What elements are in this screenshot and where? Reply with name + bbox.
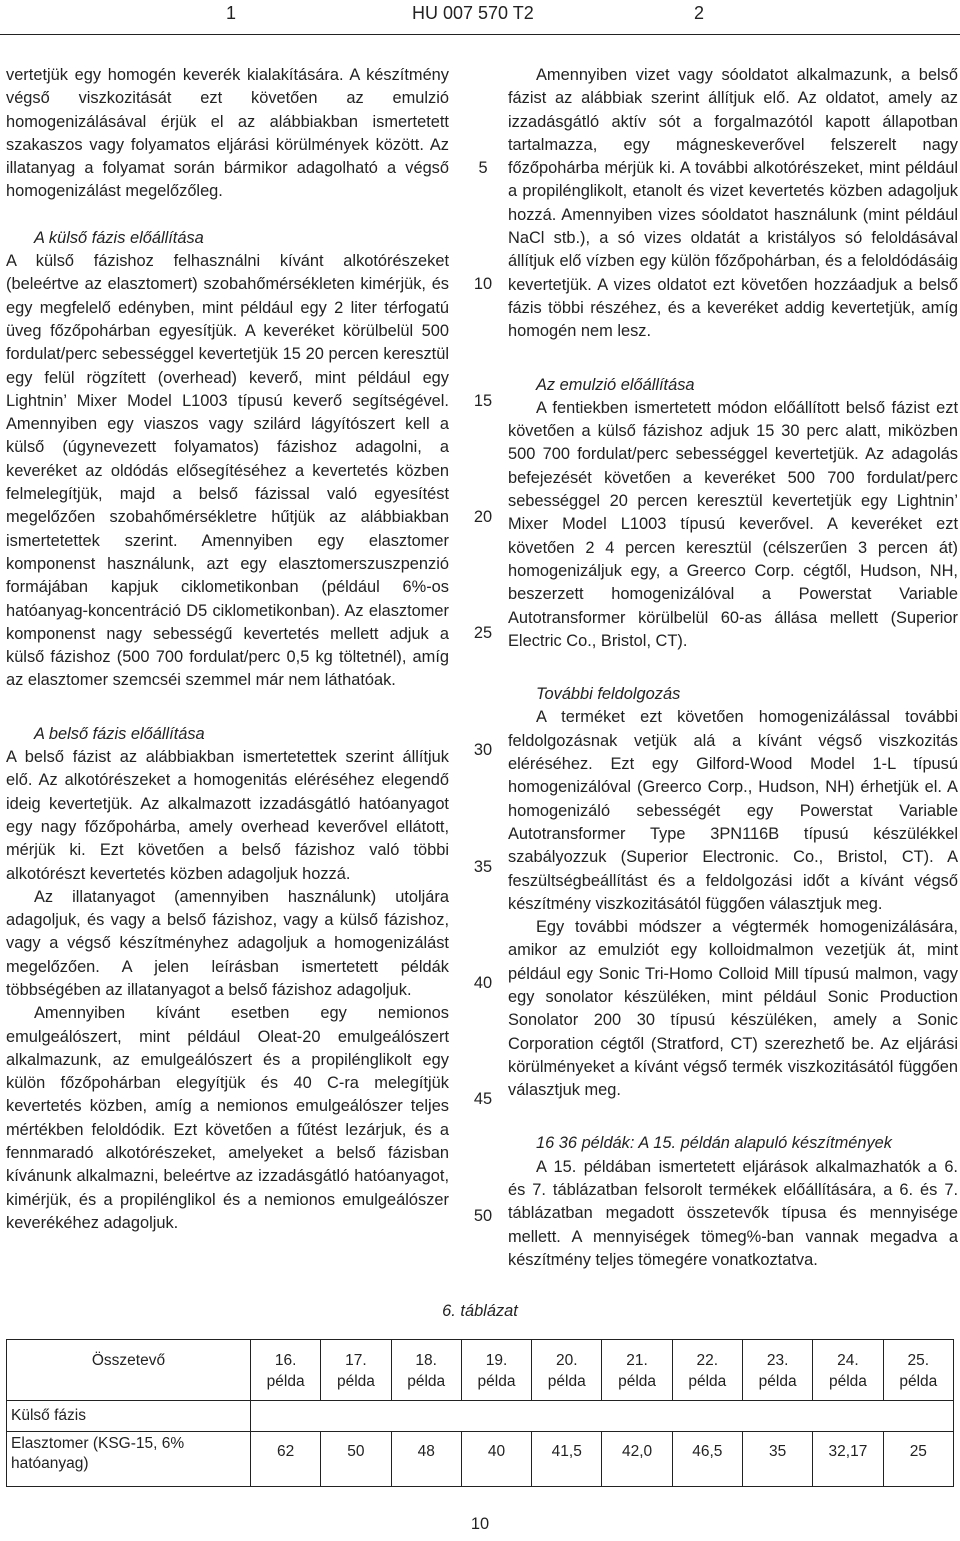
line-number: 5 xyxy=(478,159,488,177)
header-cell-example: 20. példa xyxy=(532,1340,602,1401)
header-cell-example: 22. példa xyxy=(672,1340,742,1401)
line-number: 10 xyxy=(473,275,493,293)
header-cell-example: 23. példa xyxy=(742,1340,812,1401)
line-number: 15 xyxy=(473,392,493,410)
header-cell-example: 21. példa xyxy=(602,1340,672,1401)
paragraph: Amennyiben vizet vagy sóoldatot alkalmazunk, a belső fázist az alábbiak szerint állítjuk elő. Az oldatot, amely az izzadásgátló aktív sót a forgalmazótól kapott állapotban tartalmazza, egy mágneskeverővel felszerelt nagy főzőpohárba mérjük ki. A további alkotórészeket, mint például a propilénglikolt, etanolt és vizet kevertetés közben adagoljuk hozzá. Amennyiben vizes sóoldatot használunk (mint például NaCl stb.), a só vizes oldatát a kristályos só feloldásával állítjuk elő vízben egy külön főzőpohárban, és a feloldódásáig kevertetjük. A vizes oldatot ezt követően hozzáadjuk a belső fázis többi részéhez, és a keveréket addig kevertetjük, amíg homogén nem lesz. xyxy=(508,66,958,341)
header-right-page: 2 xyxy=(694,3,705,23)
page-number: 10 xyxy=(470,1515,490,1533)
paragraph: A terméket ezt követően homogenizálással további feldolgozásnak vetjük alá a kívánt végső viszkozitás eléréséhez. Ezt egy Gilford-Wood Model 1-L típusú homogenizálóval (Greerco Corp., Hudson, NH) érhetjük el. A homogenizáló sebességét egy Powerstat Variable Autotransformer Type 3PN116B típusú készülékkel szabályozzuk (Superior Electronic. Co., Bristol, CT). A feszültségbeállítást és a feldolgozási időt a kívánt végső készítmény viszkozitásától függően választjuk meg. xyxy=(508,708,958,913)
value-cell: 62 xyxy=(251,1432,321,1487)
header-cell-ingredient: Összetevő xyxy=(7,1340,251,1401)
value-cell: 40 xyxy=(461,1432,531,1487)
line-number: 20 xyxy=(473,508,493,526)
header-cell-example: 18. példa xyxy=(391,1340,461,1401)
section-heading: A külső fázis előállítása xyxy=(34,228,204,247)
left-column xyxy=(6,64,449,1235)
value-cell: 41,5 xyxy=(532,1432,602,1487)
header-cell-example: 24. példa xyxy=(813,1340,883,1401)
paragraph: Az illatanyagot (amennyiben használunk) utoljára adagoljuk, és vagy a belső fázishoz, vagy a külső fázishoz, vagy a végső készítményhez adagoljuk a homogenizálást megelőzően. A jelen leírásban ismertetett példák többségében az illatanyagot a belső fázishoz adagoljuk. xyxy=(6,887,449,999)
section-heading: 16 36 példák: A 15. példán alapuló készítmények xyxy=(536,1134,892,1153)
value-cell: 46,5 xyxy=(672,1432,742,1487)
table-row xyxy=(7,1432,954,1487)
row-label-cell: Elasztomer (KSG-15, 6% hatóanyag) xyxy=(7,1432,251,1487)
value-cell: 48 xyxy=(391,1432,461,1487)
paragraph: Egy további módszer a végtermék homogenizálására, amikor az emulziót egy kolloidmalmon vezetjük át, mint például egy Sonic Tri-Homo Colloid Mill típusú malmon, vagy egy sonolator készüléken, mint például Sonic Production Sonolator 200 30 típusú készüléken, amely a Sonic Corporation cégtől (Stratford, CT) szerezhető be. Az eljárási körülményeket a kívánt végső termék viszkozitásától függően választjuk meg. xyxy=(508,918,958,1100)
header-cell-example: 16. példa xyxy=(251,1340,321,1401)
paragraph: A belső fázist az alábbiakban ismertetettek szerint állítjuk elő. Az alkotórészeket a homogenitás eléréséhez elegendő ideig kevertetjük. Az alkalmazott izzadásgátló hatóanyagot egy nagy főzőpohárba, amely overhead keverővel ellátott, mérjük ki. Ezt követően a belső fázishoz való többi alkotórészt kevertetés közben adagoljuk hozzá. xyxy=(6,748,449,883)
value-cell: 35 xyxy=(742,1432,812,1487)
header-doc-id: HU 007 570 T2 xyxy=(412,3,534,23)
paragraph: A fentiekben ismertetett módon előállított belső fázist ezt követően a külső fázishoz adjuk 15 30 perc alatt, miközben 500 700 fordulat/perc sebességgel kevertetjük. Az adagolás befejezését követően a keveréket 500 700 fordulat/perc sebességgel 20 percen keresztül kevertetjük egy Lightnin’ Mixer Model L1003 típusú keverővel. A keveréket ezt követően 2 4 percen keresztül (célszerűen 3 percen át) homogenizáljuk egy, a Greerco Corp. cégtől, Hudson, NH, beszerzett homogenizálóval a Powerstat Variable Autotransformer körülbelül 60-as állása mellett (Superior Electric Co., Bristol, CT). xyxy=(508,398,958,650)
paragraph: Amennyiben kívánt esetben egy nemionos emulgeálószert, mint például Oleat-20 emulgeálószert alkalmazunk, az emulgeálószert és a propilénglikolt egy külön főzőpohárban elegyítjük és 40 C-ra melegítjük kevertetés közben, amíg a nemionos emulgeálószer teljes mértékben feloldódik. Ezt követően a fűtést lezárjuk, és a fennmaradó alkotórészeket, amelyeket a belső fázisban kívánunk alkalmazni, beleértve az izzadásgátló hatóanyagot, kimérjük, és a propilénglikol és a nemionos emulgeálószer keverékéhez adagoljuk. xyxy=(6,1004,449,1232)
section-heading: További feldolgozás xyxy=(536,685,681,704)
header-cell-example: 19. példa xyxy=(461,1340,531,1401)
line-number: 40 xyxy=(473,974,493,992)
value-cell: 50 xyxy=(321,1432,391,1487)
paragraph: A külső fázishoz felhasználni kívánt alkotórészeket (beleértve az elasztomert) szobahőmérsékleten kimérjük, és egy megfelelő edényben, mint például egy 2 liter térfogatú üveg főzőpohárban egyesítjük. A keveréket körülbelül 500 fordulat/perc sebességgel kevertetjük 15 20 percen keresztül egy felül rögzített (overhead) keverő, mint például egy Lightnin’ Mixer Model L1003 típusú keverő segítségével. Amennyiben egy viaszos vagy szilárd lágyítószert kell a külső (úgynevezett folyamatos) fázishoz adagolni, a keveréket az oldódás elősegítéséhez a kevertetés közben felmelegítjük, majd a belső fázissal való egyesítést megelőzően szobahőmérsékletre hűtjük az alábbiakban ismertetettek szerint. Amennyiben egy elasztomer komponenst használunk, azt egy elasztomerszuszpenzió formájában kapjuk ciklometikonban (például 6%-os hatóanyag-koncentráció D5 ciklometikonban). Az elasztomer komponenst nagy sebességű kevertetés mellett adjuk a külső fázishoz (500 700 fordulat/perc 0,5 kg töltetnél), amíg az elasztomer szemcséi szemmel már nem láthatóak. xyxy=(6,252,449,690)
paragraph: vertetjük egy homogén keverék kialakítására. A készítmény végső viszkozitását ezt követően az emulzió homogenizálásával érjük el az alábbiakban ismertetett szakaszos vagy folyamatos eljárási körülmények között. Az illatanyag a folyamat során bármikor adagolható a végső homogenizálást megelőzőleg. xyxy=(6,66,449,201)
line-number: 35 xyxy=(473,858,493,876)
header-left-page: 1 xyxy=(226,3,237,23)
section-label-cell: Külső fázis xyxy=(7,1401,251,1432)
line-number: 25 xyxy=(473,624,493,642)
section-empty-cell xyxy=(251,1401,954,1432)
section-heading: A belső fázis előállítása xyxy=(34,724,205,743)
paragraph: A 15. példában ismertetett eljárások alkalmazhatók a 6. és 7. táblázatban felsorolt termékek előállítására, a 6. és 7. táblázatban megadott összetevők típusa és mennyisége mellett. A mennyiségek tömeg%-ban vannak megadva a készítmény teljes tömegére vonatkoztatva. xyxy=(508,1157,958,1269)
section-heading: Az emulzió előállítása xyxy=(536,375,695,394)
value-cell: 42,0 xyxy=(602,1432,672,1487)
value-cell: 32,17 xyxy=(813,1432,883,1487)
header-rule xyxy=(0,34,960,35)
right-column xyxy=(508,64,958,1272)
line-number: 45 xyxy=(473,1090,493,1108)
header-cell-example: 25. példa xyxy=(883,1340,953,1401)
header-cell-example: 17. példa xyxy=(321,1340,391,1401)
ingredients-table xyxy=(6,1339,954,1487)
value-cell: 25 xyxy=(883,1432,953,1487)
table-caption: 6. táblázat xyxy=(442,1302,518,1320)
line-number: 50 xyxy=(473,1207,493,1225)
table-header-row xyxy=(7,1340,954,1401)
line-number: 30 xyxy=(473,741,493,759)
table-section-row xyxy=(7,1401,954,1432)
